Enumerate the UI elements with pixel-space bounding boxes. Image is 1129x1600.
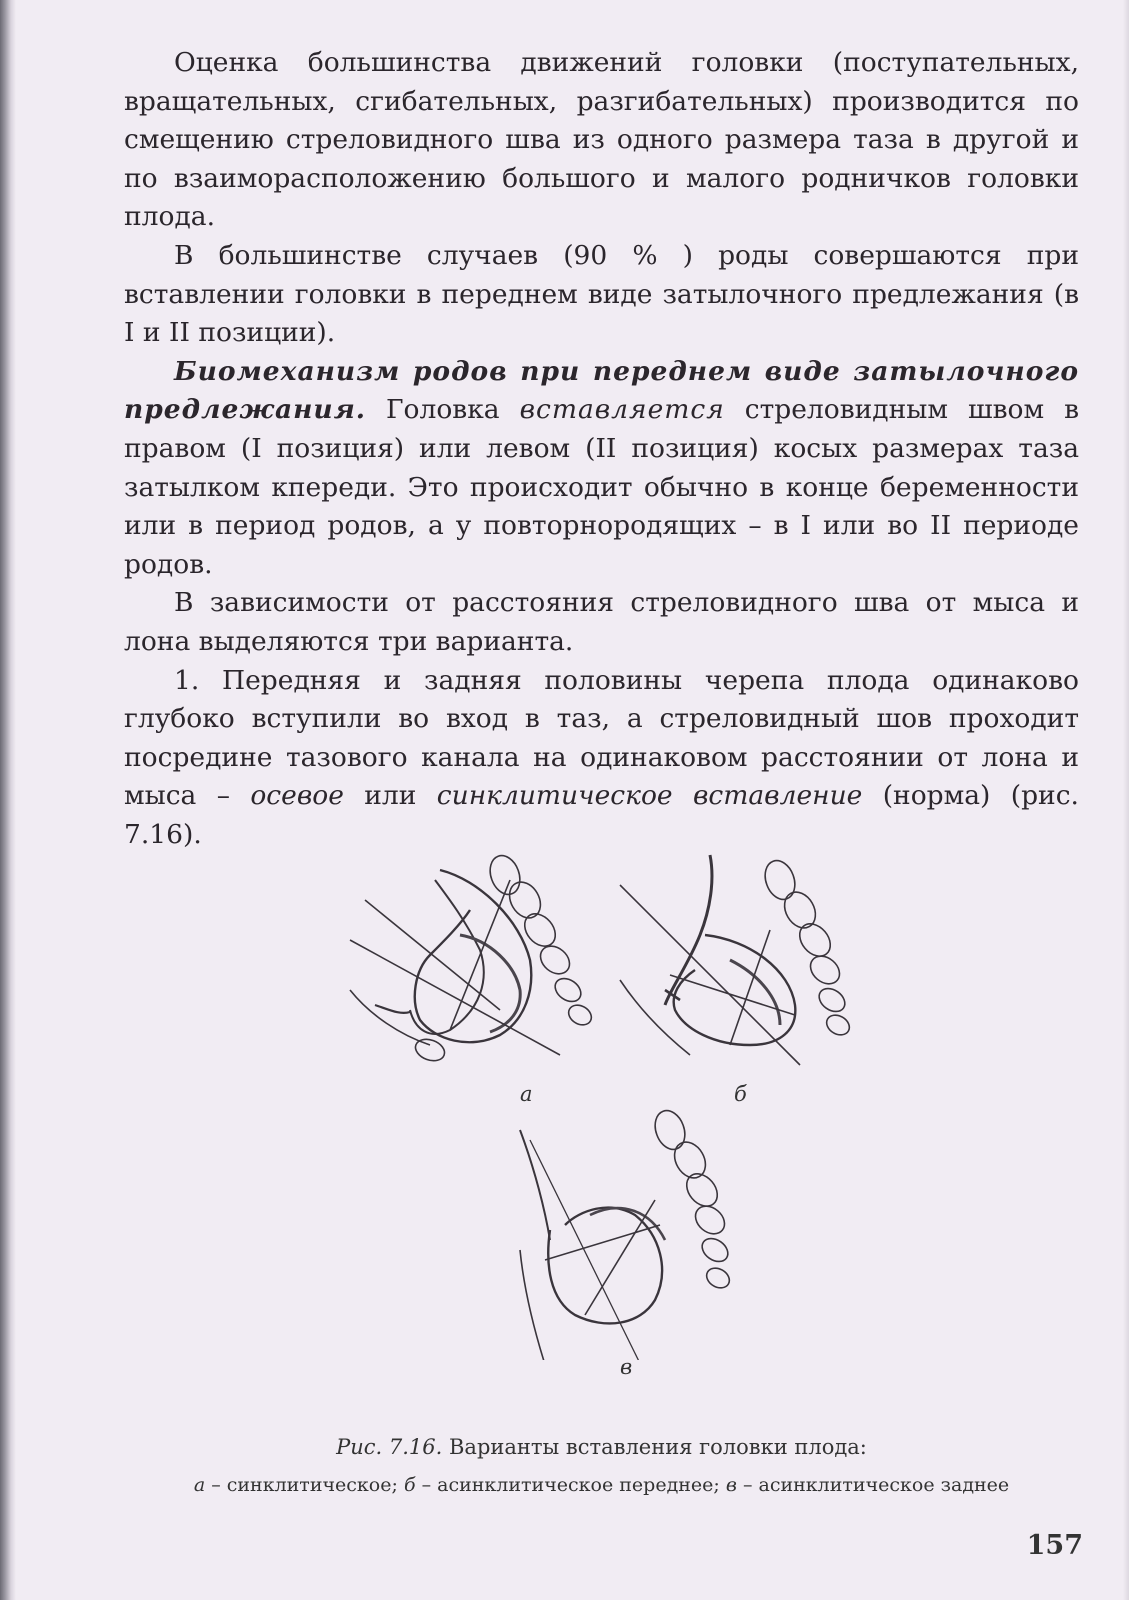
caption-letter-b: б — [403, 1474, 416, 1496]
figure-a-drawing — [350, 851, 595, 1064]
figure-c-drawing — [520, 1106, 733, 1360]
figure-label-a: а — [520, 1082, 533, 1106]
figure-caption-legend — [124, 1474, 1079, 1496]
caption-item-b: – асинклитическое переднее; — [415, 1474, 726, 1496]
page-right-edge — [1123, 0, 1129, 1600]
paragraph-1: Оценка большинства движений головки (поступательных, вращательных, сгибательных, разгибательных) производится по смещению стреловидного шва из одного размера таза в другой и по взаиморасположению большого и малого родничков головки плода. — [124, 47, 1079, 233]
body-text — [124, 44, 1079, 854]
caption-letter-c: в — [725, 1474, 737, 1496]
caption-item-a: – синклитическое; — [205, 1474, 404, 1496]
paragraph-4: В зависимости от расстояния стреловидного шва от мыса и лона выделяются три варианта. — [124, 587, 1079, 657]
paragraph-2: В большинстве случаев (90 % ) роды совершаются при вставлении головки в переднем виде затылочного предлежания (в I и II позиции). — [124, 239, 1079, 349]
term-osevoe: осевое — [250, 780, 344, 812]
paragraph-5 — [124, 662, 1079, 855]
figure-7-16-illustration — [340, 840, 860, 1360]
caption-letter-a: а — [193, 1474, 206, 1496]
caption-item-c: – асинклитическое заднее — [736, 1474, 1010, 1496]
term-sinkliticheskoe: синклитическое вставление — [436, 780, 863, 812]
figure-b-drawing — [620, 855, 853, 1065]
paragraph-5-text-3: (норма) (рис. 7.16). — [124, 780, 1079, 850]
biomechanism-heading: Биомеханизм родов при переднем виде затылочного предлежания. — [124, 355, 1079, 426]
paragraph-3-text-1: Головка — [366, 394, 520, 426]
term-vstavlyaetsya: вставляется — [519, 394, 725, 426]
figure-caption-title — [124, 1435, 1079, 1459]
paragraph-5-text-1: 1. Передняя и задняя половины черепа плода одинаково глубоко вступили во вход в таз, а стреловидный шов проходит посредине тазового канала на одинаковом расстоянии от лона и мыса – — [124, 664, 1079, 812]
figure-reference: Рис. 7.16. — [336, 1435, 443, 1459]
figure-caption-text: Варианты вставления головки плода: — [442, 1435, 867, 1459]
paragraph-5-text-2: или — [343, 780, 437, 812]
paragraph-3-text-2: стреловидным швом в правом (I позиция) или левом (II позиция) косых размерах таза затылком кпереди. Это происходит обычно в конце беременности или в период родов, а у повторнородящих – в I или во II периоде родов. — [124, 394, 1079, 580]
figure-label-b: б — [734, 1082, 747, 1106]
paragraph-3 — [124, 353, 1079, 585]
figure-label-c: в — [620, 1355, 633, 1379]
page-number: 157 — [1026, 1530, 1083, 1561]
page-binding-edge — [0, 0, 16, 1600]
